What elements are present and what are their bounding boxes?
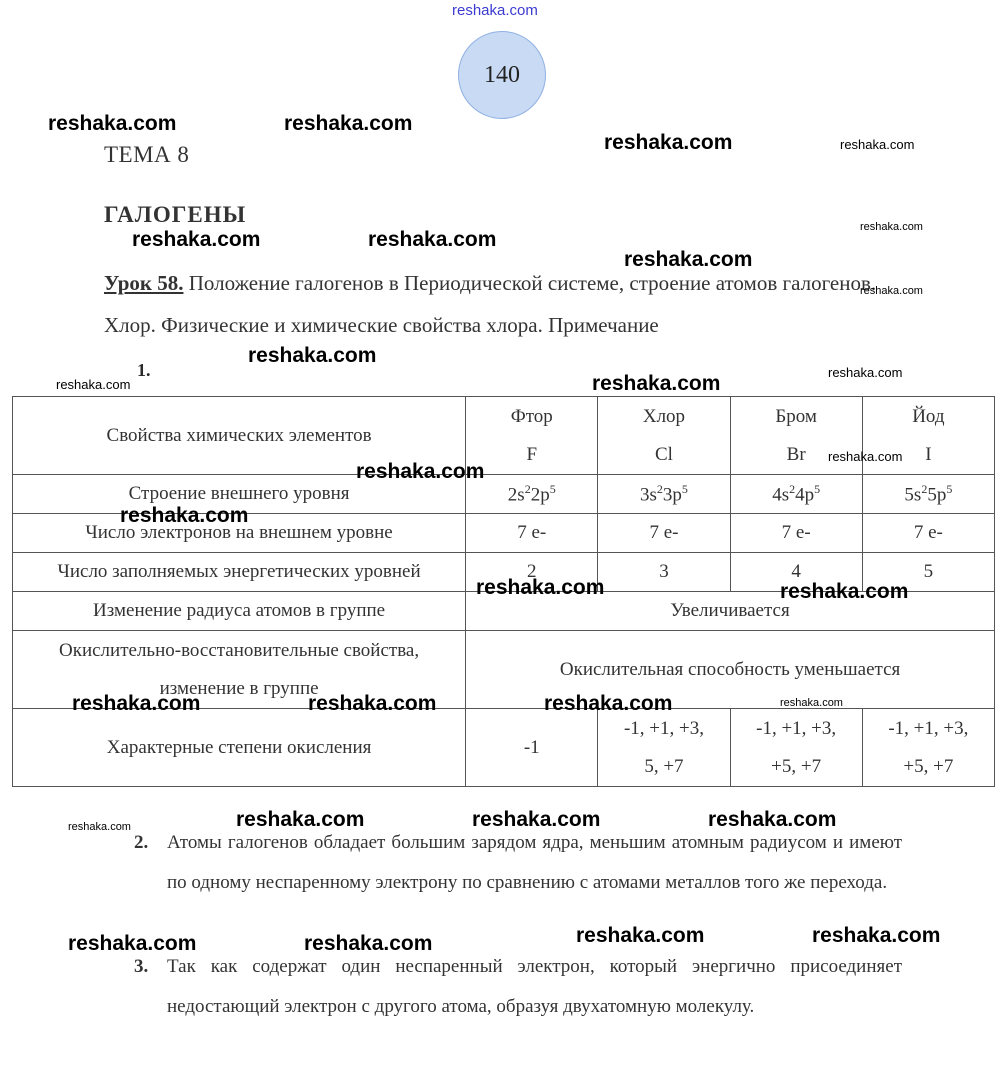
electrons-cell: 7 е- <box>598 514 730 553</box>
watermark: reshaka.com <box>860 221 923 233</box>
watermark: reshaka.com <box>780 697 843 709</box>
watermark: reshaka.com <box>356 460 485 483</box>
watermark: reshaka.com <box>828 449 903 464</box>
watermark: reshaka.com <box>72 692 201 715</box>
row-label-oxidation: Характерные степени окисления <box>13 709 466 787</box>
redox-value: Окислительная способность уменьшается <box>466 631 995 709</box>
config-cell: $3s^23p^5$ <box>598 475 730 514</box>
watermark: reshaka.com <box>284 112 413 135</box>
watermark: reshaka.com <box>576 924 705 947</box>
watermark: reshaka.com <box>120 504 249 527</box>
element-symbol: F <box>526 443 538 465</box>
task-3 <box>134 947 902 1027</box>
row-label-line: Окислительно-восстановительные свойства, <box>59 639 420 661</box>
table-row <box>13 709 995 787</box>
watermark: reshaka.com <box>68 932 197 955</box>
row-label-electrons: Число электронов на внешнем уровне <box>13 514 466 553</box>
watermark: reshaka.com <box>56 377 131 392</box>
oxidation-cell: -1, +1, +3, 5, +7 <box>598 709 730 787</box>
watermark: reshaka.com <box>132 228 261 251</box>
element-header-chlorine <box>598 397 730 475</box>
watermark: reshaka.com <box>828 365 903 380</box>
watermark: reshaka.com <box>812 924 941 947</box>
element-name: Бром <box>775 405 817 427</box>
element-name: Фтор <box>510 405 553 427</box>
watermark: reshaka.com <box>472 808 601 831</box>
electrons-cell: 7 е- <box>466 514 598 553</box>
row-label-line: изменение в группе <box>159 677 319 699</box>
watermark: reshaka.com <box>48 112 177 135</box>
watermark: reshaka.com <box>476 576 605 599</box>
row-label-levels: Число заполняемых энергетических уровней <box>13 553 466 592</box>
watermark: reshaka.com <box>368 228 497 251</box>
config-cell: $4s^24p^5$ <box>730 475 862 514</box>
watermark: reshaka.com <box>308 692 437 715</box>
page-number: 140 <box>484 61 520 88</box>
lesson-title: Положение галогенов в Периодической системе, строение атомов галогенов. Хлор. Физические и химические свойства хлора. Примечание <box>104 271 877 337</box>
levels-cell: 5 <box>862 553 994 592</box>
watermark: reshaka.com <box>604 131 733 154</box>
electrons-cell: 7 е- <box>730 514 862 553</box>
task-1-number: 1. <box>137 360 151 380</box>
watermark: reshaka.com <box>624 248 753 271</box>
watermark: reshaka.com <box>544 692 673 715</box>
lesson-number: Урок 58. <box>104 271 184 295</box>
site-header-link[interactable]: reshaka.com <box>452 2 538 19</box>
watermark: reshaka.com <box>304 932 433 955</box>
element-symbol: I <box>925 443 932 465</box>
oxidation-cell: -1, +1, +3, +5, +7 <box>730 709 862 787</box>
element-name: Хлор <box>642 405 686 427</box>
radius-value: Увеличивается <box>466 592 995 631</box>
watermark: reshaka.com <box>708 808 837 831</box>
watermark: reshaka.com <box>860 285 923 297</box>
watermark: reshaka.com <box>236 808 365 831</box>
levels-cell: 4 <box>730 553 862 592</box>
config-cell: $2s^22p^5$ <box>466 475 598 514</box>
table-header-label: Свойства химических элементов <box>13 397 466 475</box>
element-symbol: Cl <box>654 443 673 465</box>
element-name: Йод <box>912 405 945 427</box>
page-number-badge <box>458 31 546 119</box>
config-cell: $5s^25p^5$ <box>862 475 994 514</box>
watermark: reshaka.com <box>592 372 721 395</box>
watermark: reshaka.com <box>68 821 131 833</box>
row-label-structure: Строение внешнего уровня <box>13 475 466 514</box>
watermark: reshaka.com <box>780 580 909 603</box>
element-symbol: Br <box>786 443 806 465</box>
levels-cell: 3 <box>598 553 730 592</box>
topic-heading: ТЕМА 8 <box>104 142 190 167</box>
oxidation-cell: -1 <box>466 709 598 787</box>
oxidation-cell: -1, +1, +3, +5, +7 <box>862 709 994 787</box>
row-label-radius: Изменение радиуса атомов в группе <box>13 592 466 631</box>
lesson-heading <box>104 262 914 346</box>
electrons-cell: 7 е- <box>862 514 994 553</box>
task-2-number: 2. <box>134 832 149 853</box>
chapter-heading: ГАЛОГЕНЫ <box>104 202 247 227</box>
task-3-text: Так как содержат один неспаренный электрон, который энергично присоединяет недостающий электрон с другого атома, образуя двухатомную молекулу. <box>167 956 902 1017</box>
task-3-number: 3. <box>134 956 149 977</box>
element-header-fluorine <box>466 397 598 475</box>
task-2 <box>134 823 902 903</box>
levels-cell: 2 <box>466 553 598 592</box>
task-2-text: Атомы галогенов обладает большим зарядом ядра, меньшим атомным радиусом и имеют по одному неспаренному электрону по сравнению с атомами металлов того же перехода. <box>167 832 902 893</box>
watermark: reshaka.com <box>248 344 377 367</box>
watermark: reshaka.com <box>840 137 915 152</box>
